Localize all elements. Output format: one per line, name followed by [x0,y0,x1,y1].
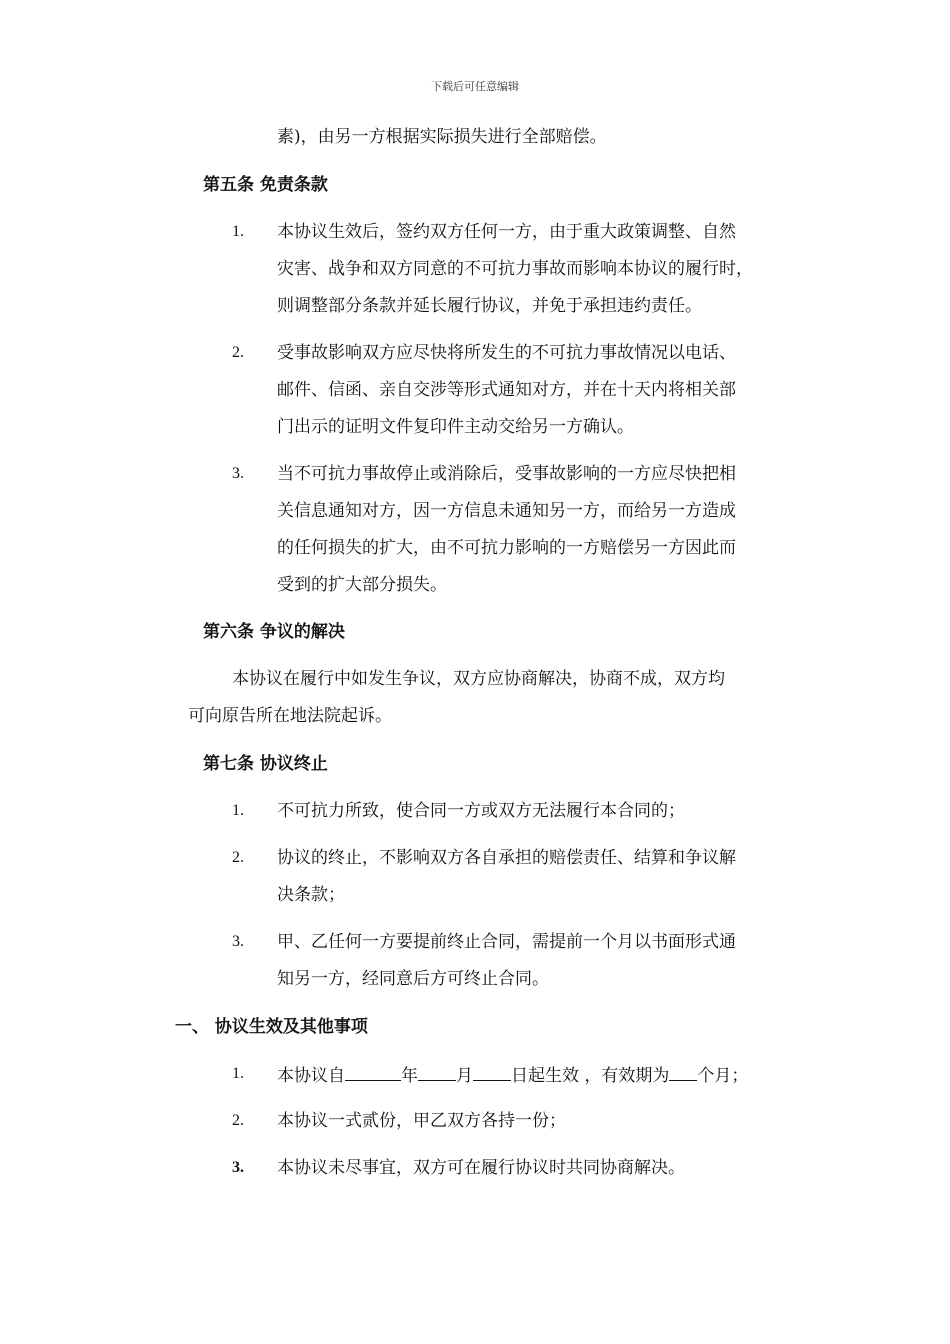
article7-item2-line1: 协议的终止，不影响双方各自承担的赔偿责任、结算和争议解 [277,848,736,868]
article5-item1-line2: 灾害、战争和双方同意的不可抗力事故而影响本协议的履行时， [277,259,753,279]
intro-line: 素)，由另一方根据实际损失进行全部赔偿。 [277,127,607,147]
other-item3-number: 3. [232,1159,244,1176]
article5-item1-line3: 则调整部分条款并延长履行协议，并免于承担违约责任。 [277,296,702,316]
other-item2-number: 2. [232,1112,244,1129]
article5-item3-line2: 关信息通知对方，因一方信息未通知另一方，而给另一方造成 [277,501,736,521]
article5-item3-number: 3. [232,465,244,482]
other-item1-part1: 本协议自 [277,1066,345,1086]
other-item1-part2: 年 [401,1066,418,1086]
article6-line1: 本协议在履行中如发生争议，双方应协商解决，协商不成，双方均 [232,669,725,689]
other-item1-part5: 个月； [697,1066,749,1086]
article6-title: 第六条 争议的解决 [203,622,345,642]
other-item1-number: 1. [232,1065,244,1082]
day-blank [473,1064,511,1081]
other-item3-text: 本协议未尽事宜，双方可在履行协议时共同协商解决。 [277,1158,685,1178]
other-item1-text [277,1064,748,1086]
article7-item3-line2: 知另一方，经同意后方可终止合同。 [277,969,549,989]
month-blank [418,1064,456,1081]
other-item1-part3: 月 [456,1066,473,1086]
article5-item1-number: 1. [232,223,244,240]
article5-item3-line3: 的任何损失的扩大，由不可抗力影响的一方赔偿另一方因此而 [277,538,736,558]
article5-title: 第五条 免责条款 [203,175,328,195]
article7-item3-number: 3. [232,933,244,950]
article5-item2-line3: 门出示的证明文件复印件主动交给另一方确认。 [277,417,634,437]
page-header: 下载后可任意编辑 [431,80,519,93]
duration-blank [669,1064,697,1081]
article5-item1-line1: 本协议生效后，签约双方任何一方，由于重大政策调整、自然 [277,222,736,242]
other-item1-part4: 日起生效 ，有效期为 [511,1066,670,1086]
article5-item2-line1: 受事故影响双方应尽快将所发生的不可抗力事故情况以电话、 [277,343,736,363]
article7-item1-line1: 不可抗力所致，使合同一方或双方无法履行本合同的； [277,801,685,821]
article7-item1-number: 1. [232,802,244,819]
article7-title: 第七条 协议终止 [203,754,328,774]
section-other-title: 一、 协议生效及其他事项 [175,1017,368,1037]
article7-item3-line1: 甲、乙任何一方要提前终止合同，需提前一个月以书面形式通 [277,932,736,952]
other-item2-text: 本协议一式贰份，甲乙双方各持一份； [277,1111,566,1131]
article7-item2-line2: 决条款； [277,885,345,905]
article5-item3-line4: 受到的扩大部分损失。 [277,575,447,595]
article7-item2-number: 2. [232,849,244,866]
article5-item3-line1: 当不可抗力事故停止或消除后，受事故影响的一方应尽快把相 [277,464,736,484]
article6-line2: 可向原告所在地法院起诉。 [188,706,392,726]
year-blank [345,1064,401,1081]
article5-item2-number: 2. [232,344,244,361]
article5-item2-line2: 邮件、信函、亲自交涉等形式通知对方，并在十天内将相关部 [277,380,736,400]
